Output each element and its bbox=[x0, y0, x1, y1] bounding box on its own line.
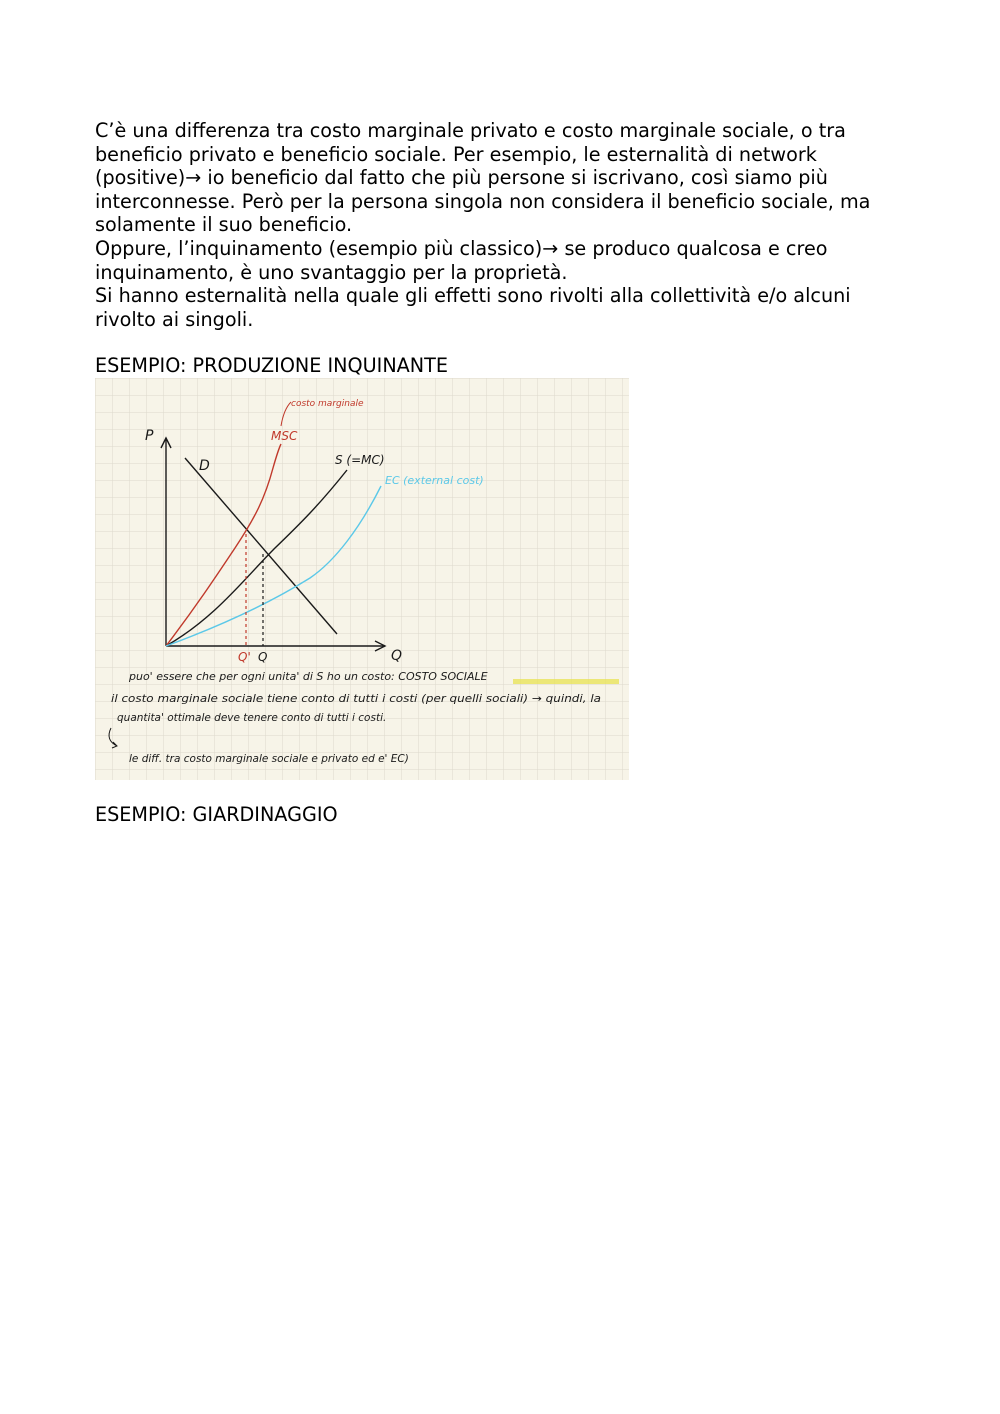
heading-polluting-production: ESEMPIO: PRODUZIONE INQUINANTE bbox=[95, 354, 449, 377]
note-line-1b-costo-sociale: COSTO SOCIALE bbox=[398, 670, 488, 683]
msc-note: costo marginale bbox=[291, 399, 364, 409]
x-axis-label: Q bbox=[391, 648, 403, 664]
costo-sociale-highlight bbox=[513, 679, 619, 684]
demand-label: D bbox=[199, 458, 210, 474]
y-axis-label: P bbox=[145, 428, 154, 444]
supply-label: S (=MC) bbox=[335, 453, 385, 467]
handwritten-graph-image bbox=[95, 378, 629, 780]
msc-label: MSC bbox=[271, 429, 298, 443]
heading-gardening: ESEMPIO: GIARDINAGGIO bbox=[95, 803, 338, 826]
paragraph-collective-effects: Si hanno esternalità nella quale gli effetti sono rivolti alla collettività e/o alcuni rivolto ai singoli. bbox=[95, 284, 851, 331]
paragraph-externalities: C’è una differenza tra costo marginale privato e costo marginale sociale, o tra beneficio privato e beneficio sociale. Per esempio, le esternalità di network (positive)→ io beneficio dal fatto che più persone si iscrivano, così siamo più interconnesse. Però per la persona singola non considera il beneficio sociale, ma solamente il suo beneficio. bbox=[95, 119, 871, 237]
note-line-1a: puo' essere che per ogni unita' di S ho un costo: bbox=[129, 670, 399, 683]
q-label: Q bbox=[258, 650, 268, 664]
note-line-1 bbox=[128, 670, 488, 683]
ec-label: EC (external cost) bbox=[385, 474, 484, 487]
note-line-4: le diff. tra costo marginale sociale e privato ed e' EC) bbox=[129, 753, 409, 765]
q-prime-label: Q' bbox=[238, 650, 251, 664]
paragraph-pollution: Oppure, l’inquinamento (esempio più classico)→ se produco qualcosa e creo inquinamento, è uno svantaggio per la proprietà. bbox=[95, 236, 828, 284]
note-line-3: quantita' ottimale deve tenere conto di tutti i costi. bbox=[117, 712, 387, 724]
note-line-2: il costo marginale sociale tiene conto di tutti i costi (per quelli sociali) → quindi, la bbox=[111, 693, 601, 705]
body-text bbox=[95, 119, 915, 331]
